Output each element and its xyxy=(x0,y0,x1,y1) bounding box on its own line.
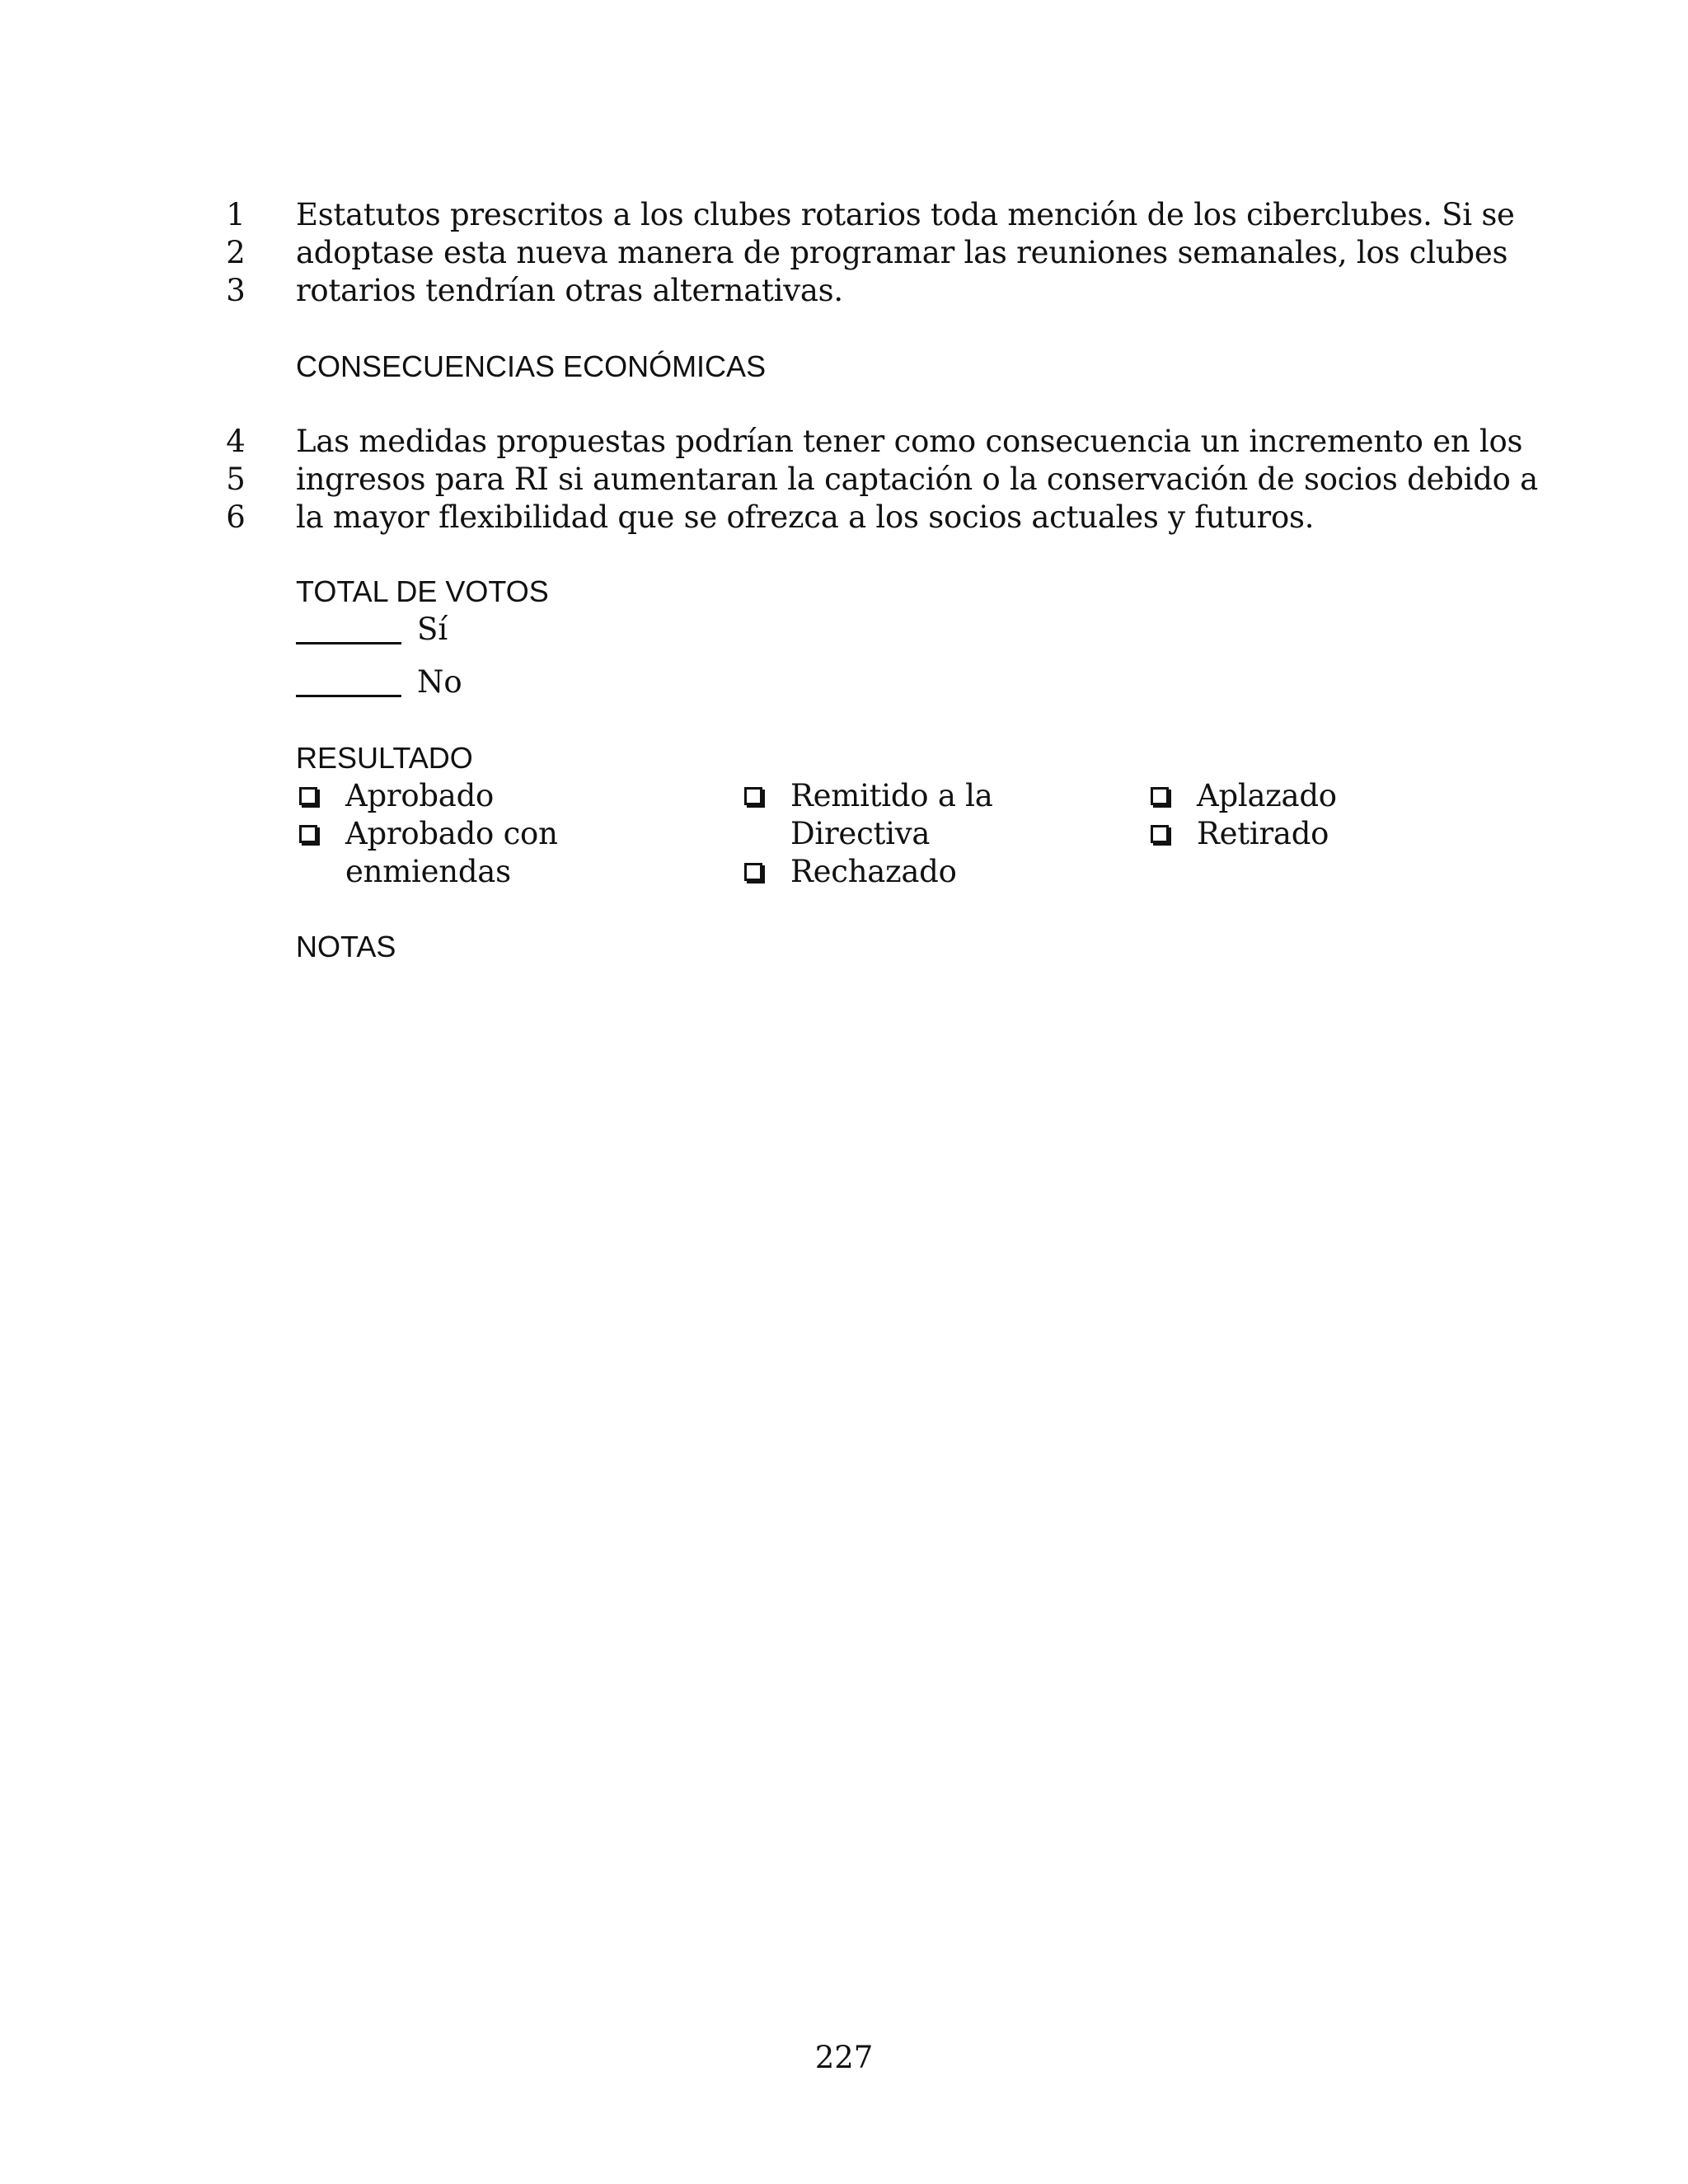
line-text: ingresos para RI si aumentaran la captación o la conservación de socios debido a xyxy=(296,462,1538,497)
line-number: 1 xyxy=(226,197,246,232)
checkbox-icon[interactable] xyxy=(299,787,317,805)
page-number: 227 xyxy=(814,2040,874,2075)
economic-consequences-heading: CONSECUENCIAS ECONÓMICAS xyxy=(296,349,767,383)
option-label: Aprobado con xyxy=(345,816,558,851)
result-heading: RESULTADO xyxy=(296,741,473,775)
checkbox-icon[interactable] xyxy=(299,825,317,843)
checkbox-icon[interactable] xyxy=(1151,787,1169,805)
line-text: adoptase esta nueva manera de programar las reuniones semanales, los clubes xyxy=(296,235,1508,270)
option-label: Aplazado xyxy=(1197,778,1337,813)
checkbox-icon[interactable] xyxy=(744,863,762,881)
option-label: Aprobado xyxy=(345,778,495,813)
vote-yes-label: Sí xyxy=(417,612,448,647)
option-label: Directiva xyxy=(790,816,931,851)
notes-heading: NOTAS xyxy=(296,930,396,963)
option-label: enmiendas xyxy=(345,854,511,889)
vote-no-blank[interactable] xyxy=(296,695,401,697)
line-number: 5 xyxy=(226,462,246,497)
checkbox-icon[interactable] xyxy=(744,787,762,805)
option-label: Retirado xyxy=(1197,816,1329,851)
checkbox-icon[interactable] xyxy=(1151,825,1169,843)
option-label: Remitido a la xyxy=(790,778,993,813)
option-label: Rechazado xyxy=(790,854,957,889)
line-number: 3 xyxy=(226,273,246,308)
line-text: Estatutos prescritos a los clubes rotarios toda mención de los ciberclubes. Si se xyxy=(296,197,1515,232)
line-text: la mayor flexibilidad que se ofrezca a los socios actuales y futuros. xyxy=(296,499,1315,535)
vote-yes-blank[interactable] xyxy=(296,642,401,644)
line-number: 2 xyxy=(226,235,246,270)
line-number: 4 xyxy=(226,424,246,459)
total-votes-heading: TOTAL DE VOTOS xyxy=(296,574,549,608)
line-number: 6 xyxy=(226,499,246,535)
line-text: rotarios tendrían otras alternativas. xyxy=(296,273,843,308)
line-text: Las medidas propuestas podrían tener como consecuencia un incremento en los xyxy=(296,424,1523,459)
vote-no-label: No xyxy=(417,664,462,700)
